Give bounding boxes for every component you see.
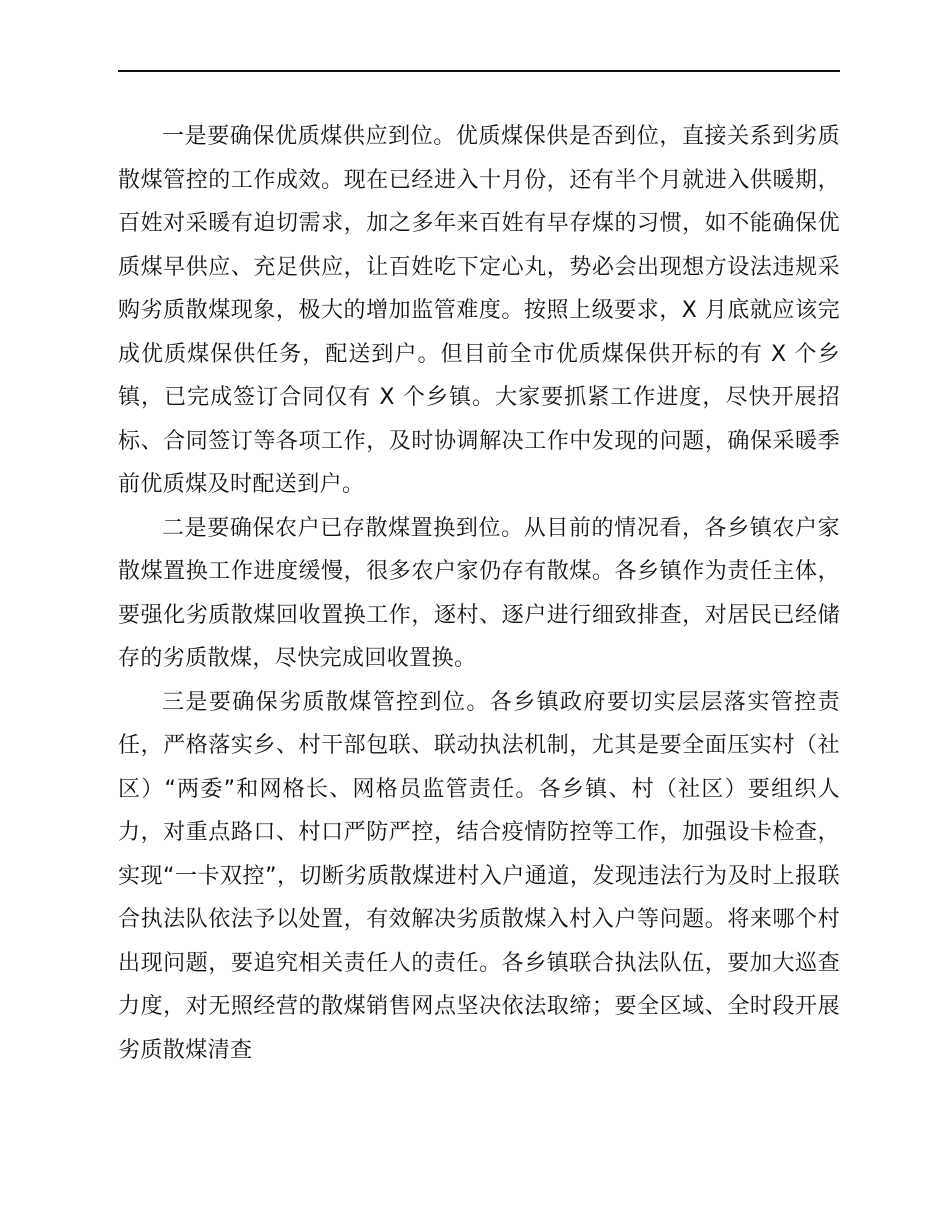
header-divider	[118, 70, 840, 72]
paragraph-coal-control: 三是要确保劣质散煤管控到位。各乡镇政府要切实层层落实管控责任，严格落实乡、村干部包联、联动执法机制，尤其是要全面压实村（社区）“两委”和网格长、网格员监管责任。各乡镇、村（社区）要组织人力，对重点路口、村口严防严控，结合疫情防控等工作，加强设卡检查，实现“一卡双控”，切断劣质散煤进村入户通道，发现违法行为及时上报联合执法队依法予以处置，有效解决劣质散煤入村入户等问题。将来哪个村出现问题，要追究相关责任人的责任。各乡镇联合执法队伍，要加大巡查力度，对无照经营的散煤销售网点坚决依法取缔；要全区域、全时段开展劣质散煤清查	[118, 689, 840, 1063]
document-body	[118, 115, 840, 1072]
paragraph-coal-supply: 一是要确保优质煤供应到位。优质煤保供是否到位，直接关系到劣质散煤管控的工作成效。现在已经进入十月份，还有半个月就进入供暖期，百姓对采暖有迫切需求，加之多年来百姓有早存煤的习惯，如不能确保优质煤早供应、充足供应，让百姓吃下定心丸，势必会出现想方设法违规采购劣质散煤现象，极大的增加监管难度。按照上级要求，X 月底就应该完成优质煤保供任务，配送到户。但目前全市优质煤保供开标的有 X 个乡镇，已完成签订合同仅有 X 个乡镇。大家要抓紧工作进度，尽快开展招标、合同签订等各项工作，及时协调解决工作中发现的问题，确保采暖季前优质煤及时配送到户。	[118, 124, 840, 497]
paragraph-coal-replacement: 二是要确保农户已存散煤置换到位。从目前的情况看，各乡镇农户家散煤置换工作进度缓慢，很多农户家仍存有散煤。各乡镇作为责任主体，要强化劣质散煤回收置换工作，逐村、逐户进行细致排查，对居民已经储存的劣质散煤，尽快完成回收置换。	[118, 515, 840, 671]
